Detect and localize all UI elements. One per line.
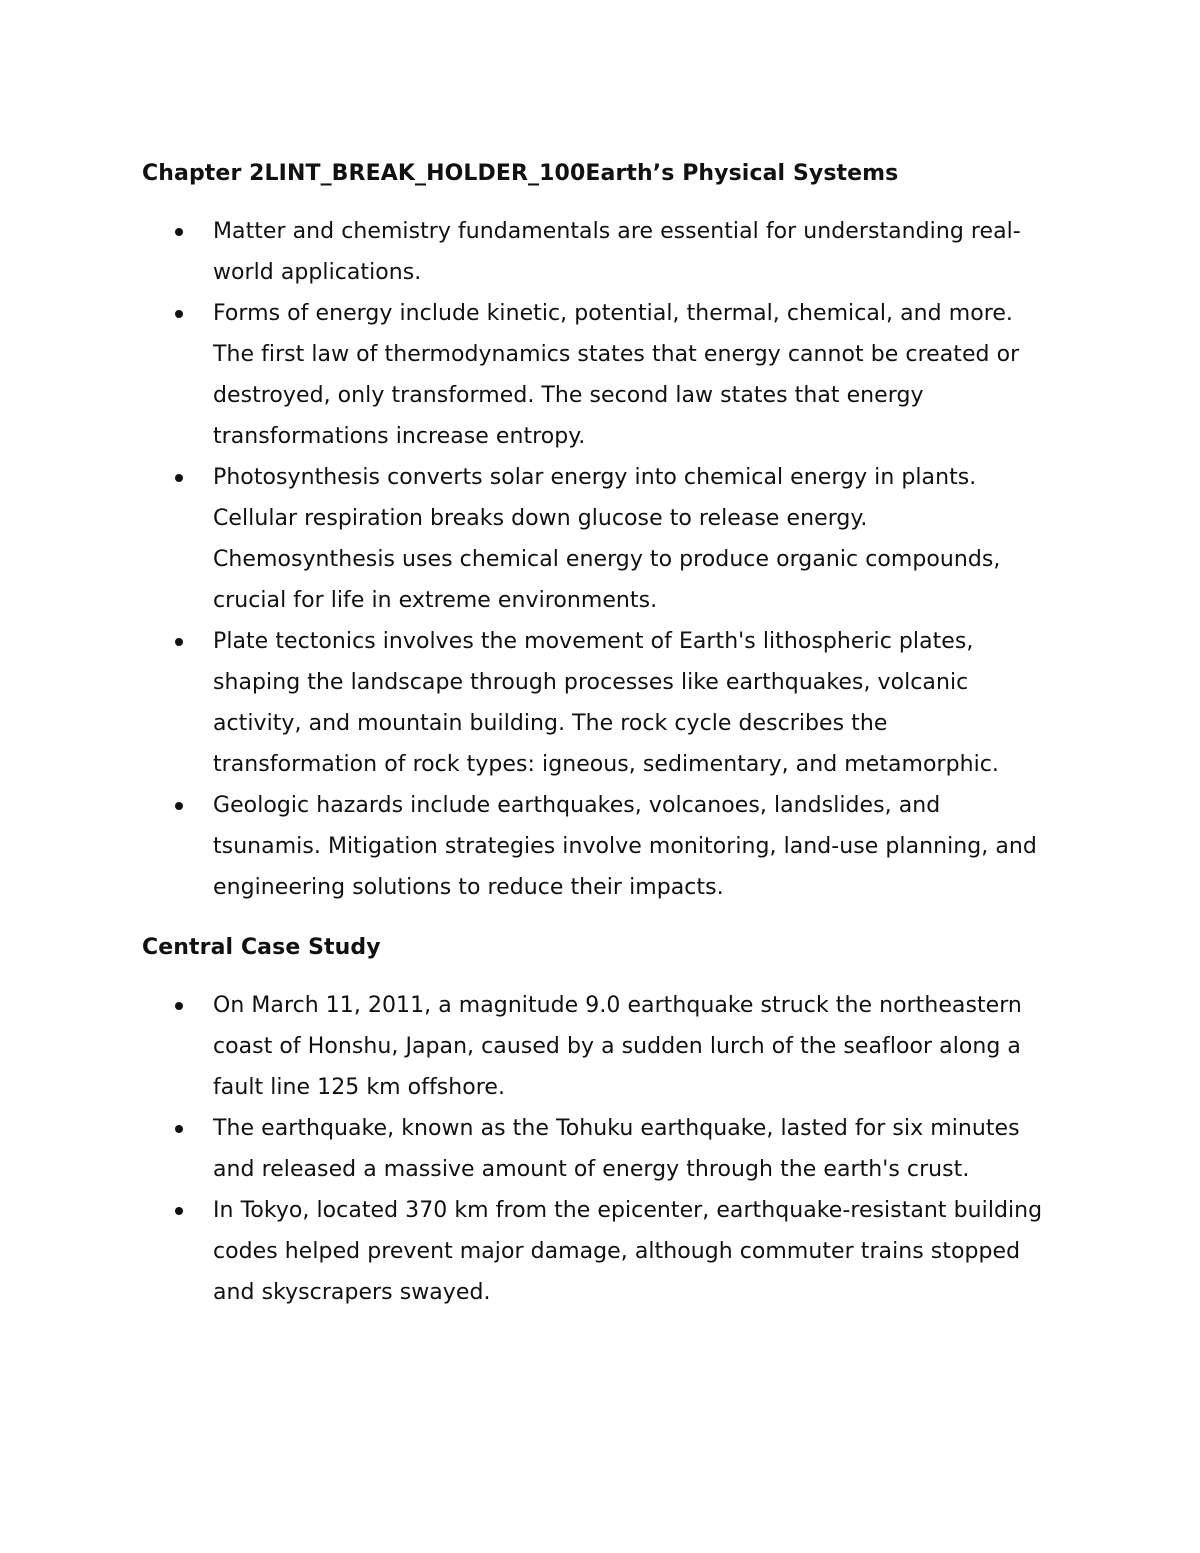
case-study-bullet-list xyxy=(142,985,1067,1313)
case-study-bullet-text: The earthquake, known as the Tohuku earthquake, lasted for six minutes and released a massive amount of energy through the earth's crust. xyxy=(213,1116,1020,1182)
chapter-bullet-text: Geologic hazards include earthquakes, volcanoes, landslides, and tsunamis. Mitigation strategies involve monitoring, land-use planning, and engineering solutions to reduce their impacts. xyxy=(213,793,1037,900)
case-study-bullet-item xyxy=(142,985,1067,1108)
chapter-bullet-item xyxy=(142,211,1042,293)
chapter-bullet-item xyxy=(142,785,1042,908)
bullet-icon xyxy=(175,1207,183,1215)
bullet-icon xyxy=(175,474,183,482)
bullet-icon xyxy=(175,1125,183,1133)
case-study-bullet-text: In Tokyo, located 370 km from the epicenter, earthquake-resistant building codes helped prevent major damage, although commuter trains stopped and skyscrapers swayed. xyxy=(213,1198,1043,1305)
bullet-icon xyxy=(175,802,183,810)
bullet-icon xyxy=(175,228,183,236)
bullet-icon xyxy=(175,1002,183,1010)
chapter-bullet-text: Matter and chemistry fundamentals are essential for understanding real-world applications. xyxy=(213,219,1021,285)
chapter-bullet-item xyxy=(142,457,1042,621)
chapter-bullet-text: Forms of energy include kinetic, potential, thermal, chemical, and more. The first law of thermodynamics states that energy cannot be created or destroyed, only transformed. The second law states that energy transformations increase entropy. xyxy=(213,301,1020,449)
chapter-heading: Chapter 2LINT_BREAK_HOLDER_100Earth’s Physical Systems xyxy=(142,161,899,186)
case-study-bullet-item xyxy=(142,1108,1067,1190)
chapter-bullet-item xyxy=(142,293,1042,457)
case-study-heading: Central Case Study xyxy=(142,935,381,960)
case-study-bullet-item xyxy=(142,1190,1067,1313)
chapter-bullet-list xyxy=(142,211,1042,908)
document-content xyxy=(142,156,1072,1313)
chapter-bullet-text: Plate tectonics involves the movement of Earth's lithospheric plates, shaping the landscape through processes like earthquakes, volcanic activity, and mountain building. The rock cycle describes the transformation of rock types: igneous, sedimentary, and metamorphic. xyxy=(213,629,999,777)
bullet-icon xyxy=(175,310,183,318)
chapter-bullet-text: Photosynthesis converts solar energy into chemical energy in plants. Cellular respiration breaks down glucose to release energy. Chemosynthesis uses chemical energy to produce organic compounds, crucial for life in extreme environments. xyxy=(213,465,1001,613)
case-study-bullet-text: On March 11, 2011, a magnitude 9.0 earthquake struck the northeastern coast of Honshu, Japan, caused by a sudden lurch of the seafloor along a fault line 125 km offshore. xyxy=(213,993,1022,1100)
bullet-icon xyxy=(175,638,183,646)
chapter-bullet-item xyxy=(142,621,1042,785)
